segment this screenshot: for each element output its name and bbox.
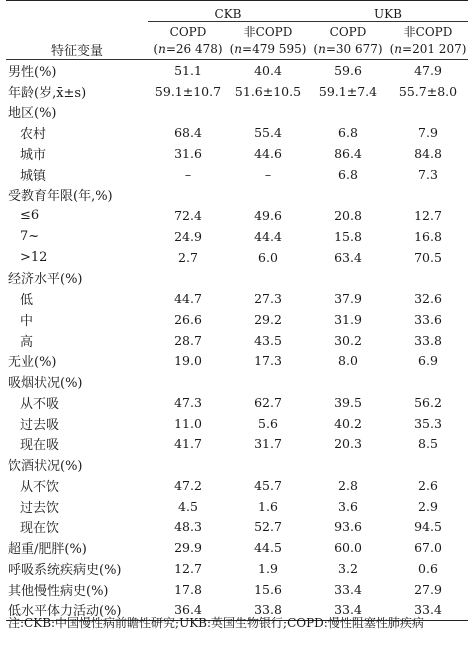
cell-value: 17.3 [254,353,282,369]
table-row [6,102,468,123]
cell-value: 33.4 [388,600,468,621]
cell-value: 68.4 [174,125,202,141]
table-row [6,330,468,351]
cell-value: 2.8 [338,477,358,493]
cell-value: 33.8 [228,600,308,621]
cell-value: 67.0 [414,540,442,556]
cell-value: 26.6 [174,311,202,327]
cell-value [148,371,228,392]
cell-value: 44.4 [254,228,282,244]
table-row [6,558,468,579]
table-row [6,496,468,517]
cell-value: 40.2 [334,415,362,431]
cell-value [388,185,468,206]
cell-value: 24.9 [174,228,202,244]
cell-value: 30.2 [334,332,362,348]
cell-value [148,454,228,475]
table-row [6,288,468,309]
cell-value [308,371,388,392]
cell-value: 47.2 [174,477,202,493]
cell-value: 39.5 [334,394,362,410]
cell-value [308,185,388,206]
cell-value: 31.9 [334,311,362,327]
cell-value [388,268,468,289]
cell-value [148,102,228,123]
cell-value: 47.9 [414,62,442,78]
cell-value [388,454,468,475]
cell-value: 32.6 [414,291,442,307]
group-ukb: UKB [308,1,468,22]
row-label: 7~ [20,228,40,244]
cell-value: 55.4 [254,125,282,141]
row-label: 从不饮 [20,479,60,495]
column-header [228,22,308,60]
cell-value: 2.9 [418,498,438,514]
cell-value: 7.9 [418,125,438,141]
table-row [6,143,468,164]
cell-value: 60.0 [334,540,362,556]
cell-value: 37.9 [334,291,362,307]
cell-value: 5.6 [258,415,278,431]
row-label: ≤6 [20,208,40,224]
cell-value [148,185,228,206]
cell-value: 12.7 [174,560,202,576]
row-label: 饮酒状况(%) [8,459,83,475]
row-label: 低 [20,293,34,309]
table-row [6,537,468,558]
cell-value: 2.6 [418,477,438,493]
cell-value: 15.6 [254,581,282,597]
group-ckb: CKB [148,1,308,22]
row-label: 地区(%) [8,106,57,122]
cell-value: 27.3 [254,291,282,307]
row-label: 过去饮 [20,500,60,516]
cell-value: – [264,166,272,182]
table-row [6,185,468,206]
cell-value: 8.0 [338,353,358,369]
column-name: COPD [169,24,207,39]
column-n: (n=479 595) [229,41,307,56]
cell-value [228,371,308,392]
cell-value: 11.0 [174,415,202,431]
table-row [6,226,468,247]
cell-value: 35.3 [414,415,442,431]
table-row [6,268,468,289]
cell-value: 56.2 [414,394,442,410]
cell-value: 52.7 [254,519,282,535]
cell-value: 36.4 [148,600,228,621]
cell-value: 49.6 [254,208,282,224]
row-label: 过去吸 [20,417,60,433]
cell-value: 17.8 [174,581,202,597]
table-row [6,392,468,413]
cell-value: 8.5 [418,436,438,452]
row-label: 受教育年限(年,%) [8,189,113,205]
cell-value: 1.9 [258,560,278,576]
cell-value: 3.2 [338,560,358,576]
table-row [6,517,468,538]
cell-value: 51.6±10.5 [234,83,302,99]
cell-value: 7.3 [418,166,438,182]
cell-value: 59.6 [334,62,362,78]
table-row [6,413,468,434]
table-row [6,60,468,81]
cell-value: 2.7 [178,249,198,265]
table-row [6,81,468,102]
cell-value: 33.6 [414,311,442,327]
column-header [388,22,468,60]
column-name: COPD [329,24,367,39]
cell-value: 84.8 [414,145,442,161]
table-row [6,371,468,392]
row-label: 现在饮 [20,521,60,537]
column-n: (n=26 478) [153,41,223,56]
column-header [148,22,228,60]
cell-value: 19.0 [174,353,202,369]
cell-value: 31.7 [254,436,282,452]
row-label: 中 [20,313,34,329]
cell-value: 15.8 [334,228,362,244]
cell-value: 16.8 [414,228,442,244]
row-label: 超重/肥胖(%) [8,542,87,558]
row-label: >12 [20,249,48,265]
table-row [6,351,468,372]
characteristics-table [6,0,468,621]
cell-value [308,454,388,475]
cell-value: 93.6 [334,519,362,535]
cell-value: 1.6 [258,498,278,514]
table-container [6,0,468,621]
cell-value: 44.6 [254,145,282,161]
table-row [6,205,468,226]
header-label: 特征变量 [6,1,148,60]
row-label: 现在吸 [20,438,60,454]
cell-value: 3.6 [338,498,358,514]
table-row [6,247,468,268]
row-label: 吸烟状况(%) [8,376,83,392]
column-header [308,22,388,60]
row-label: 无业(%) [8,355,57,371]
cell-value: 59.1±10.7 [154,83,222,99]
row-label: 城镇 [20,168,47,184]
cell-value: 62.7 [254,394,282,410]
cell-value: 86.4 [334,145,362,161]
cell-value: 48.3 [174,519,202,535]
cell-value [388,371,468,392]
cell-value: 31.6 [174,145,202,161]
table-row [6,454,468,475]
cell-value: 27.9 [414,581,442,597]
cell-value [148,268,228,289]
row-label: 其他慢性病史(%) [8,583,109,599]
cell-value [388,102,468,123]
table-note: 注:CKB:中国慢性病前瞻性研究;UKB:英国生物银行;COPD:慢性阻塞性肺疾病 [8,616,424,630]
cell-value: 6.8 [338,125,358,141]
cell-value [228,185,308,206]
row-label: 高 [20,334,34,350]
cell-value: 70.5 [414,249,442,265]
cell-value: 41.7 [174,436,202,452]
cell-value: 20.8 [334,208,362,224]
cell-value: 29.9 [174,540,202,556]
cell-value: 28.7 [174,332,202,348]
cell-value: 0.6 [418,560,438,576]
cell-value: 59.1±7.4 [318,83,378,99]
cell-value: 33.4 [308,600,388,621]
cell-value: 43.5 [254,332,282,348]
cell-value: 94.5 [414,519,442,535]
row-label: 经济水平(%) [8,272,83,288]
cell-value: 6.8 [338,166,358,182]
cell-value [228,102,308,123]
cell-value: 4.5 [178,498,198,514]
row-label: 男性(%) [8,64,57,80]
cell-value: – [184,166,192,182]
cell-value [228,268,308,289]
cell-value: 29.2 [254,311,282,327]
row-label: 呼吸系统疾病史(%) [8,562,122,578]
table-body [6,60,468,621]
cell-value [228,454,308,475]
cell-value: 55.7±8.0 [398,83,458,99]
table-row [6,434,468,455]
cell-value: 44.7 [174,291,202,307]
cell-value: 51.1 [174,62,202,78]
cell-value: 12.7 [414,208,442,224]
cell-value: 20.3 [334,436,362,452]
header-row-groups [6,1,468,22]
column-n: (n=30 677) [313,41,383,56]
cell-value: 40.4 [254,62,282,78]
cell-value: 63.4 [334,249,362,265]
table-row [6,164,468,185]
row-label: 低水平体力活动(%) [6,600,148,621]
table-row [6,475,468,496]
cell-value: 33.4 [334,581,362,597]
cell-value [308,268,388,289]
row-label: 年龄(岁,x̄±s) [8,85,87,101]
row-label: 城市 [20,147,47,163]
cell-value [308,102,388,123]
row-label: 农村 [20,127,47,143]
cell-value: 6.0 [258,249,278,265]
cell-value: 44.5 [254,540,282,556]
cell-value: 33.8 [414,332,442,348]
table-row [6,309,468,330]
cell-value: 72.4 [174,208,202,224]
cell-value: 45.7 [254,477,282,493]
table-row [6,579,468,600]
column-n: (n=201 207) [389,41,467,56]
table-row [6,122,468,143]
cell-value: 6.9 [418,353,438,369]
column-name: 非COPD [403,24,453,39]
cell-value: 47.3 [174,394,202,410]
row-label: 从不吸 [20,396,60,412]
column-name: 非COPD [243,24,293,39]
